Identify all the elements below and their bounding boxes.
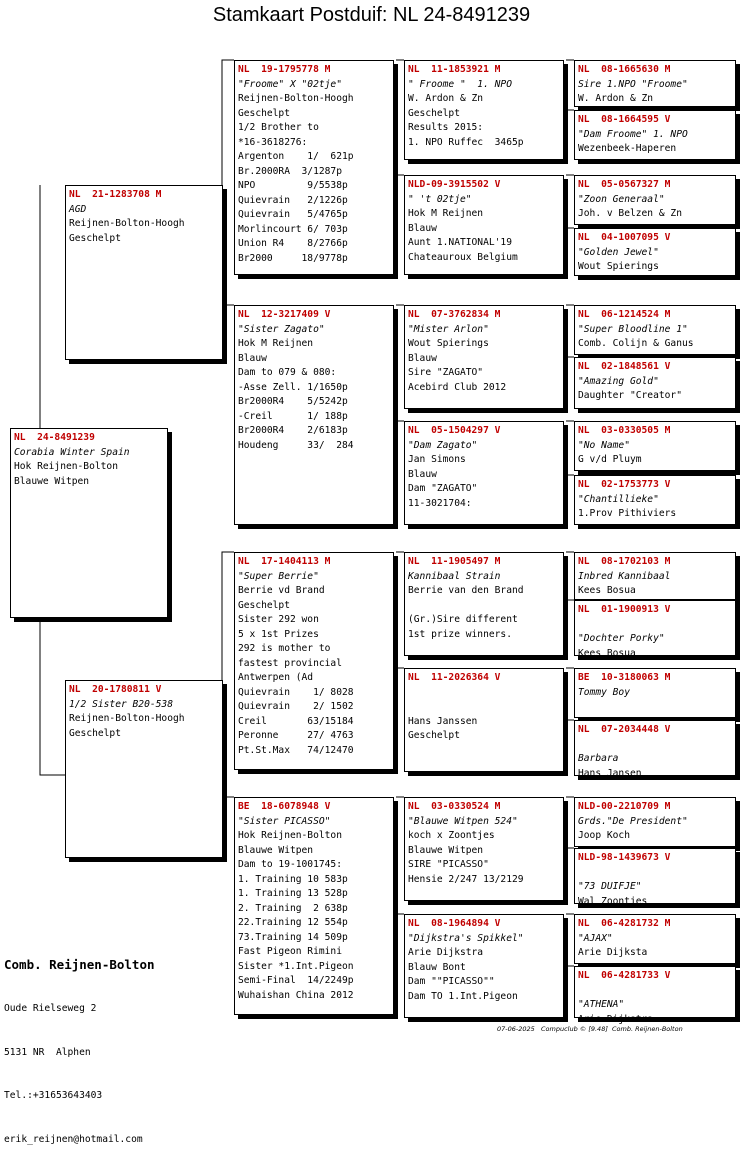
ring-number: NL 01-1900913 V <box>578 604 671 615</box>
pigeon-detail: Br2000R4 2/6183p <box>238 425 348 436</box>
pedigree-card-g12 <box>574 720 736 779</box>
pigeon-name: " 't 02tje" <box>408 193 472 205</box>
pigeon-name: 1/2 Sister B20-538 <box>69 698 173 710</box>
pigeon-detail: Geschelpt <box>238 107 290 119</box>
pigeon-detail: Arie Dijkstra <box>408 947 484 958</box>
owner-name: Comb. Reijnen-Bolton <box>4 957 155 972</box>
pedigree-card-g9 <box>574 552 736 600</box>
ring-number: NL 04-1007095 V <box>578 232 671 243</box>
pigeon-detail: Hok M Reijnen <box>238 338 314 349</box>
pigeon-detail: Chateauroux Belgium <box>408 251 518 263</box>
pigeon-detail: Dam to 19-1001745: <box>238 859 342 870</box>
pigeon-detail <box>408 700 560 715</box>
ring-number: NL 12-3217409 V <box>238 309 331 320</box>
pigeon-detail: Blauw <box>408 222 437 234</box>
pigeon-detail: Br2000R4 5/5242p <box>238 396 348 407</box>
pedigree-card-fff <box>404 60 564 160</box>
pigeon-name: "Amazing Gold" <box>578 375 659 387</box>
pigeon-detail: -Creil 1/ 188p <box>238 410 348 422</box>
pigeon-detail: Jan Simons <box>408 454 466 465</box>
pigeon-detail: Sire "ZAGATO" <box>408 367 484 378</box>
pigeon-detail: Antwerpen (Ad <box>238 672 314 683</box>
pigeon-detail <box>408 599 560 614</box>
ring-number: NL 19-1795778 M <box>238 64 331 75</box>
pigeon-name: "Golden Jewel" <box>578 246 659 258</box>
page-title: Stamkaart Postduif: NL 24-8491239 <box>212 4 531 26</box>
pigeon-detail: Blauwe Witpen <box>408 844 484 856</box>
pigeon-name: Kannibaal Strain <box>408 570 501 582</box>
owner-email: erik_reijnen@hotmail.com <box>4 1133 143 1145</box>
pigeon-detail: Comb. Colijn & Ganus <box>578 338 694 349</box>
pigeon-detail: 1st prize winners. <box>408 628 512 640</box>
pigeon-detail: Joop Koch <box>578 830 630 841</box>
pigeon-name: Sire 1.NPO "Froome" <box>578 78 688 90</box>
pedigree-card-g16 <box>574 966 736 1025</box>
pigeon-detail: Aunt 1.NATIONAL'19 <box>408 237 512 248</box>
pigeon-detail: Quievrain 5/4765p <box>238 209 348 220</box>
pigeon-detail: Blauw <box>238 352 267 364</box>
pigeon-detail: 73.Training 14 509p <box>238 931 348 943</box>
pigeon-detail: Joh. v Belzen & Zn <box>578 208 682 219</box>
pigeon-detail: 2. Training 2 638p <box>238 902 348 914</box>
ring-number: NL 11-1905497 M <box>408 556 501 567</box>
pigeon-name: "No Name" <box>578 439 630 451</box>
pedigree-card-ffm <box>404 175 564 275</box>
pigeon-detail: Union R4 8/2766p <box>238 238 348 249</box>
ring-number: NL 08-1702103 M <box>578 556 671 567</box>
ring-number: NL 06-4281732 M <box>578 918 671 929</box>
pedigree-card-fm <box>234 305 394 525</box>
pigeon-name: Corabia Winter Spain <box>14 446 130 458</box>
pigeon-detail: (Gr.)Sire different <box>408 614 518 625</box>
pigeon-detail: Geschelpt <box>69 232 121 244</box>
pigeon-detail: 292 is mother to <box>238 643 331 654</box>
pigeon-detail: Geschelpt <box>408 107 460 119</box>
pedigree-card-mmm <box>404 914 564 1018</box>
pigeon-detail: "ATHENA" <box>578 999 625 1010</box>
ring-number: NL 07-2034448 V <box>578 724 671 735</box>
ring-number: NL 05-0567327 M <box>578 179 671 190</box>
pedigree-card-g3 <box>574 175 736 225</box>
pigeon-detail: Arie Dijksta <box>578 947 648 958</box>
pigeon-detail: Barbara <box>578 753 619 764</box>
pigeon-detail: -Asse Zell. 1/1650p <box>238 381 348 393</box>
pigeon-name: "Chantillieke" <box>578 493 659 505</box>
pedigree-card-ff <box>234 60 394 275</box>
pigeon-detail: W. Ardon & Zn <box>408 93 484 104</box>
pigeon-detail: Br.2000RA 3/1287p <box>238 165 342 177</box>
pigeon-detail: Semi-Final 14/2249p <box>238 975 354 986</box>
ring-number: NL 03-0330505 M <box>578 425 671 436</box>
ring-number: NL 24-8491239 <box>14 432 95 443</box>
pigeon-detail: Houdeng 33/ 284 <box>238 439 354 451</box>
pigeon-detail: Sister 292 won <box>238 614 319 625</box>
ring-number: NL 08-1664595 V <box>578 114 671 125</box>
pigeon-detail: Geschelpt <box>238 599 290 611</box>
pigeon-detail: Quievrain 1/ 8028 <box>238 686 354 698</box>
pigeon-detail: Daughter "Creator" <box>578 390 682 401</box>
pigeon-name <box>578 866 732 881</box>
pigeon-detail: Blauwe Witpen <box>14 475 90 487</box>
ring-number: NL 11-2026364 V <box>408 672 501 683</box>
pigeon-name <box>408 686 560 701</box>
pedigree-card-subject <box>10 428 168 618</box>
pigeon-name: "Mister Arlon" <box>408 323 489 335</box>
pigeon-detail: Kees Bosua <box>578 647 636 659</box>
ring-number: NL 02-1753773 V <box>578 479 671 490</box>
pedigree-card-g7 <box>574 421 736 471</box>
pigeon-detail: Wout Spierings <box>578 261 659 272</box>
pigeon-name <box>578 618 732 633</box>
pigeon-detail: Geschelpt <box>69 727 121 739</box>
pigeon-detail: Dam TO 1.Int.Pigeon <box>408 990 518 1002</box>
pedigree-card-g8 <box>574 475 736 525</box>
pedigree-card-mm <box>234 797 394 1015</box>
pigeon-detail: Hans Jansen <box>578 767 642 779</box>
pigeon-detail: Sister *1.Int.Pigeon <box>238 960 354 972</box>
ring-number: NL 17-1404113 M <box>238 556 331 567</box>
pigeon-detail: Geschelpt <box>408 730 460 741</box>
ring-number: NL 07-3762834 M <box>408 309 501 320</box>
pigeon-detail: Wezenbeek-Haperen <box>578 143 677 154</box>
pigeon-detail: SIRE "PICASSO" <box>408 859 489 870</box>
pigeon-name: "Zoon Generaal" <box>578 193 665 205</box>
pigeon-detail: NPO 9/5538p <box>238 180 348 191</box>
pigeon-detail: Quievrain 2/1226p <box>238 194 348 206</box>
pedigree-card-mfm <box>404 668 564 772</box>
pedigree-card-g13 <box>574 797 736 847</box>
pigeon-detail: *16-3618276: <box>238 136 308 148</box>
pigeon-detail: Hok M Reijnen <box>408 208 484 219</box>
pigeon-detail: Acebird Club 2012 <box>408 381 507 393</box>
pigeon-detail: Peronne 27/ 4763 <box>238 730 354 741</box>
pigeon-detail: Arie Dijkstra <box>578 1013 654 1025</box>
pigeon-detail: Morlincourt 6/ 703p <box>238 223 348 235</box>
pigeon-detail: W. Ardon & Zn <box>578 93 654 104</box>
pigeon-detail: Blauwe Witpen <box>238 844 314 856</box>
pedigree-card-fmf <box>404 305 564 409</box>
pigeon-name: "Dijkstra's Spikkel" <box>408 932 524 944</box>
pedigree-card-father <box>65 185 223 360</box>
pigeon-detail: 11-3021704: <box>408 497 472 509</box>
ring-number: NLD-98-1439673 V <box>578 852 671 863</box>
pigeon-detail: Berrie vd Brand <box>238 585 325 596</box>
pigeon-detail: fastest provincial <box>238 657 342 669</box>
pigeon-name: "AJAX" <box>578 932 613 944</box>
pedigree-card-g11 <box>574 668 736 718</box>
pigeon-detail: Reijnen-Bolton-Hoogh <box>69 218 185 229</box>
ring-number: BE 10-3180063 M <box>578 672 671 683</box>
pigeon-name: Grds."De President" <box>578 815 688 827</box>
pigeon-detail: Fast Pigeon Rimini <box>238 946 342 957</box>
ring-number: NL 06-4281733 V <box>578 970 671 981</box>
pedigree-card-g10 <box>574 600 736 659</box>
pigeon-detail: Hok Reijnen-Bolton <box>14 461 118 472</box>
pigeon-name: "Super Berrie" <box>238 570 319 582</box>
pigeon-detail: Reijnen-Bolton-Hoogh <box>69 713 185 724</box>
pigeon-detail: Quievrain 2/ 1502 <box>238 701 354 712</box>
pigeon-name: "Dam Froome" 1. NPO <box>578 128 688 140</box>
pigeon-detail: 22.Training 12 554p <box>238 917 348 928</box>
pigeon-name: Inbred Kannibaal <box>578 570 671 582</box>
pedigree-card-g1 <box>574 60 736 107</box>
pedigree-card-g6 <box>574 357 736 409</box>
ring-number: NL 05-1504297 V <box>408 425 501 436</box>
pedigree-card-g14 <box>574 848 736 907</box>
pigeon-name: AGD <box>69 203 87 215</box>
pigeon-detail: koch x Zoontjes <box>408 830 495 841</box>
pigeon-detail: Blauw Bont <box>408 961 466 973</box>
pedigree-card-g5 <box>574 305 736 355</box>
ring-number: NL 21-1283708 M <box>69 189 162 200</box>
pedigree-card-fmm <box>404 421 564 525</box>
pigeon-detail: Blauw <box>408 468 437 480</box>
pedigree-card-mother <box>65 680 223 858</box>
pigeon-name: " Froome " 1. NPO <box>408 78 512 90</box>
ring-number: NL 03-0330524 M <box>408 801 501 812</box>
pedigree-card-mmf <box>404 797 564 901</box>
pedigree-card-mf <box>234 552 394 770</box>
pigeon-detail: Pt.St.Max 74/12470 <box>238 744 354 756</box>
pigeon-detail: Hensie 2/247 13/2129 <box>408 873 524 885</box>
pigeon-name: "Sister Zagato" <box>238 323 325 335</box>
pigeon-name: Tommy Boy <box>578 686 630 698</box>
pigeon-name <box>578 984 732 999</box>
pigeon-detail: Kees Bosua <box>578 585 636 596</box>
pigeon-detail: Wuhaishan China 2012 <box>238 989 354 1001</box>
pigeon-detail: Berrie van den Brand <box>408 585 524 596</box>
pigeon-detail: Wout Spierings <box>408 338 489 349</box>
pigeon-name: "Blauwe Witpen 524" <box>408 815 518 827</box>
pigeon-detail: G v/d Pluym <box>578 454 642 465</box>
pigeon-detail: Creil 63/15184 <box>238 715 354 727</box>
pedigree-card-mff <box>404 552 564 656</box>
footer-text: 07-06-2025 Compuclub © [9.48] Comb. Reijnen-Bolton <box>497 1025 683 1033</box>
ring-number: NL 08-1964894 V <box>408 918 501 929</box>
pigeon-detail: Hans Janssen <box>408 715 478 727</box>
ring-number: NLD-00-2210709 M <box>578 801 671 812</box>
ring-number: NL 11-1853921 M <box>408 64 501 75</box>
pigeon-detail: Br2000 18/9778p <box>238 252 348 264</box>
owner-phone: Tel.:+31653643403 <box>4 1090 103 1101</box>
pedigree-card-g15 <box>574 914 736 964</box>
pigeon-detail: Results 2015: <box>408 122 484 133</box>
pigeon-detail: 1/2 Brother to <box>238 122 319 133</box>
pigeon-detail: 1. NPO Ruffec 3465p <box>408 136 524 148</box>
pigeon-detail: 1. Training 13 528p <box>238 888 348 899</box>
pigeon-name <box>578 738 732 753</box>
pigeon-name: "Froome" X "02tje" <box>238 78 342 90</box>
pedigree-card-g4 <box>574 228 736 276</box>
pigeon-detail: "Dochter Porky" <box>578 633 665 644</box>
ring-number: NL 20-1780811 V <box>69 684 162 695</box>
pigeon-detail: Dam to 079 & 080: <box>238 367 337 378</box>
pigeon-detail: Blauw <box>408 352 437 364</box>
pigeon-detail: Dam "ZAGATO" <box>408 483 478 494</box>
pigeon-detail: Hok Reijnen-Bolton <box>238 830 342 841</box>
pigeon-detail: 5 x 1st Prizes <box>238 628 319 640</box>
pigeon-name: "Super Bloodline 1" <box>578 323 688 335</box>
ring-number: NL 08-1665630 M <box>578 64 671 75</box>
ring-number: NLD-09-3915502 V <box>408 179 501 190</box>
pigeon-detail: 1.Prov Pithiviers <box>578 508 677 519</box>
pedigree-card-g2 <box>574 110 736 160</box>
owner-postcode: 5131 NR Alphen <box>4 1046 91 1058</box>
pigeon-detail: "73 DUIFJE" <box>578 881 642 892</box>
pigeon-name: "Dam Zagato" <box>408 439 478 451</box>
pigeon-detail: 1. Training 10 583p <box>238 873 348 885</box>
ring-number: NL 06-1214524 M <box>578 309 671 320</box>
pigeon-name: "Sister PICASSO" <box>238 815 331 827</box>
pigeon-detail: Reijnen-Bolton-Hoogh <box>238 93 354 104</box>
owner-block <box>4 928 155 1162</box>
owner-address: Oude Rielseweg 2 <box>4 1003 97 1014</box>
pigeon-detail: Dam ""PICASSO"" <box>408 976 495 987</box>
ring-number: BE 18-6078948 V <box>238 801 331 812</box>
pigeon-detail: Wal Zoontjes <box>578 895 648 907</box>
pigeon-detail: Argenton 1/ 621p <box>238 151 354 162</box>
ring-number: NL 02-1848561 V <box>578 361 671 372</box>
